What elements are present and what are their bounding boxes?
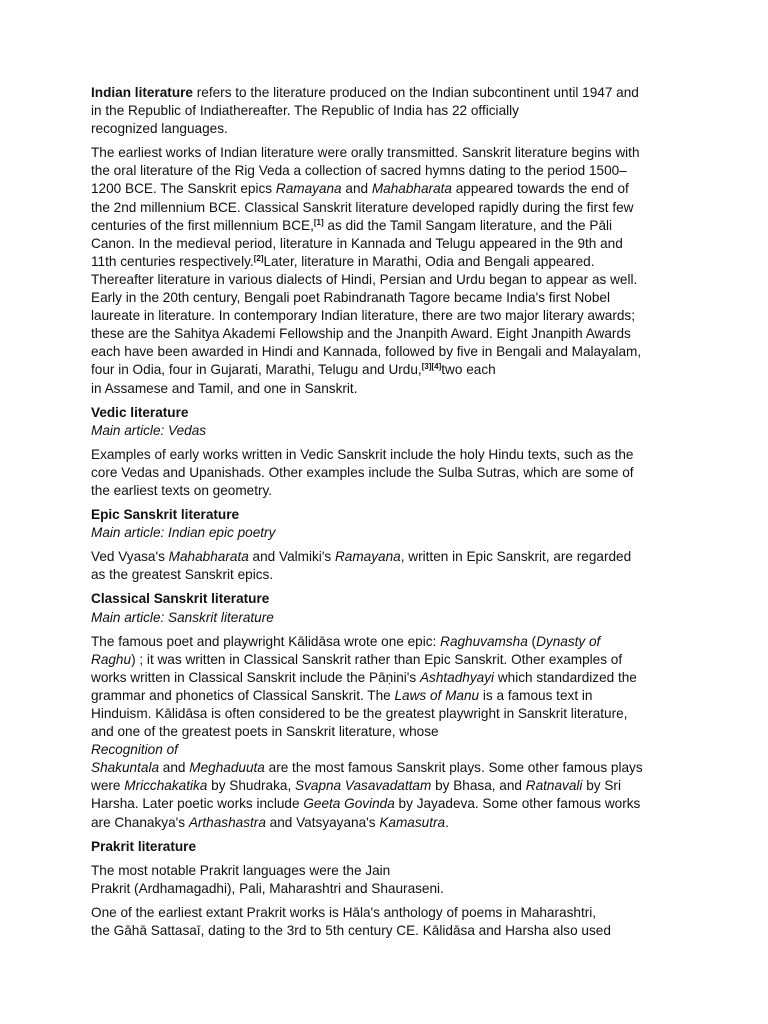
- intro-paragraph: Indian literature refers to the literature produced on the Indian subcontinent until 1947 and in the Republic of Indiathereafter. The Republic of India has 22 officially recognized languages.: [91, 85, 639, 137]
- article-body: [91, 84, 681, 946]
- section-heading-vedic: Vedic literature: [91, 404, 189, 420]
- citation-3[interactable]: [3]: [421, 362, 432, 372]
- vedic-paragraph: Examples of early works written in Vedic Sanskrit include the holy Hindu texts, such as the core Vedas and Upanishads. Other examples include the Sulba Sutras, which are some of the earliest texts on geometry.: [91, 446, 634, 498]
- section-heading-classical: Classical Sanskrit literature: [91, 591, 270, 607]
- section-heading-epic: Epic Sanskrit literature: [91, 507, 240, 523]
- citation-4[interactable]: [4]: [431, 362, 442, 372]
- section-heading-prakrit: Prakrit literature: [91, 838, 197, 854]
- epic-paragraph: Ved Vyasa's Mahabharata and Valmiki's Ramayana, written in Epic Sanskrit, are regarded as the greatest Sanskrit epics.: [91, 549, 632, 583]
- citation-1[interactable]: [1]: [313, 217, 324, 227]
- citation-2[interactable]: [2]: [253, 253, 264, 263]
- main-article-link-vedic[interactable]: Main article: Vedas: [91, 422, 207, 438]
- main-article-link-classical[interactable]: Main article: Sanskrit literature: [91, 609, 274, 625]
- main-article-link-epic[interactable]: Main article: Indian epic poetry: [91, 525, 276, 541]
- prakrit-paragraph-2: One of the earliest extant Prakrit works is Hāla's anthology of poems in Maharashtri, the Gāhā Sattasaī, dating to the 3rd to 5th century CE. Kālidāsa and Harsha also used: [91, 904, 611, 939]
- classical-paragraph: The famous poet and playwright Kālidāsa wrote one epic: Raghuvamsha (Dynasty of Raghu) ; it was written in Classical Sanskrit rather than Epic Sanskrit. Other examples of works written in Classical Sanskrit include the Pāṇini's Ashtadhyayi which standardized the grammar and phonetics of Classical Sanskrit. The Laws of Manu is a famous text in Hinduism. Kālidāsa is often considered to be the greatest playwright in Sanskrit literature, and one of the greatest poets in Sanskrit literature, whose Recognition of Shakuntala and Meghaduuta are the most famous Sanskrit plays. Some other famous plays were Mricchakatika by Shudraka, Svapna Vasavadattam by Bhasa, and Ratnavali by Sri Harsha. Later poetic works include Geeta Govinda by Jayadeva. Some other famous works are Chanakya's Arthashastra and Vatsyayana's Kamasutra.: [91, 633, 643, 830]
- overview-paragraph: The earliest works of Indian literature were orally transmitted. Sanskrit literature begins with the oral literature of the Rig Veda a collection of sacred hymns dating to the period 1500– 1200 BCE. The Sanskrit epics Ramayana and Mahabharata appeared towards the end of the 2nd millennium BCE. Classical Sanskrit literature developed rapidly during the first few centuries of the first millennium BCE,[1] as did the Tamil Sangam literature, and the Pāli Canon. In the medieval period, literature in Kannada and Telugu appeared in the 9th and 11th centuries respectively.[2]Later, literature in Marathi, Odia and Bengali appeared. Thereafter literature in various dialects of Hindi, Persian and Urdu began to appear as well. Early in the 20th century, Bengali poet Rabindranath Tagore became India's first Nobel laureate in literature. In contemporary Indian literature, there are two major literary awards; these are the Sahitya Akademi Fellowship and the Jnanpith Award. Eight Jnanpith Awards each have been awarded in Hindi and Kannada, followed by five in Bengali and Malayalam, four in Odia, four in Gujarati, Marathi, Telugu and Urdu,[3][4]two each in Assamese and Tamil, and one in Sanskrit.: [91, 145, 642, 396]
- intro-term: Indian literature: [91, 85, 193, 100]
- prakrit-paragraph-1: The most notable Prakrit languages were the Jain Prakrit (Ardhamagadhi), Pali, Maharashtri and Shauraseni.: [91, 862, 444, 896]
